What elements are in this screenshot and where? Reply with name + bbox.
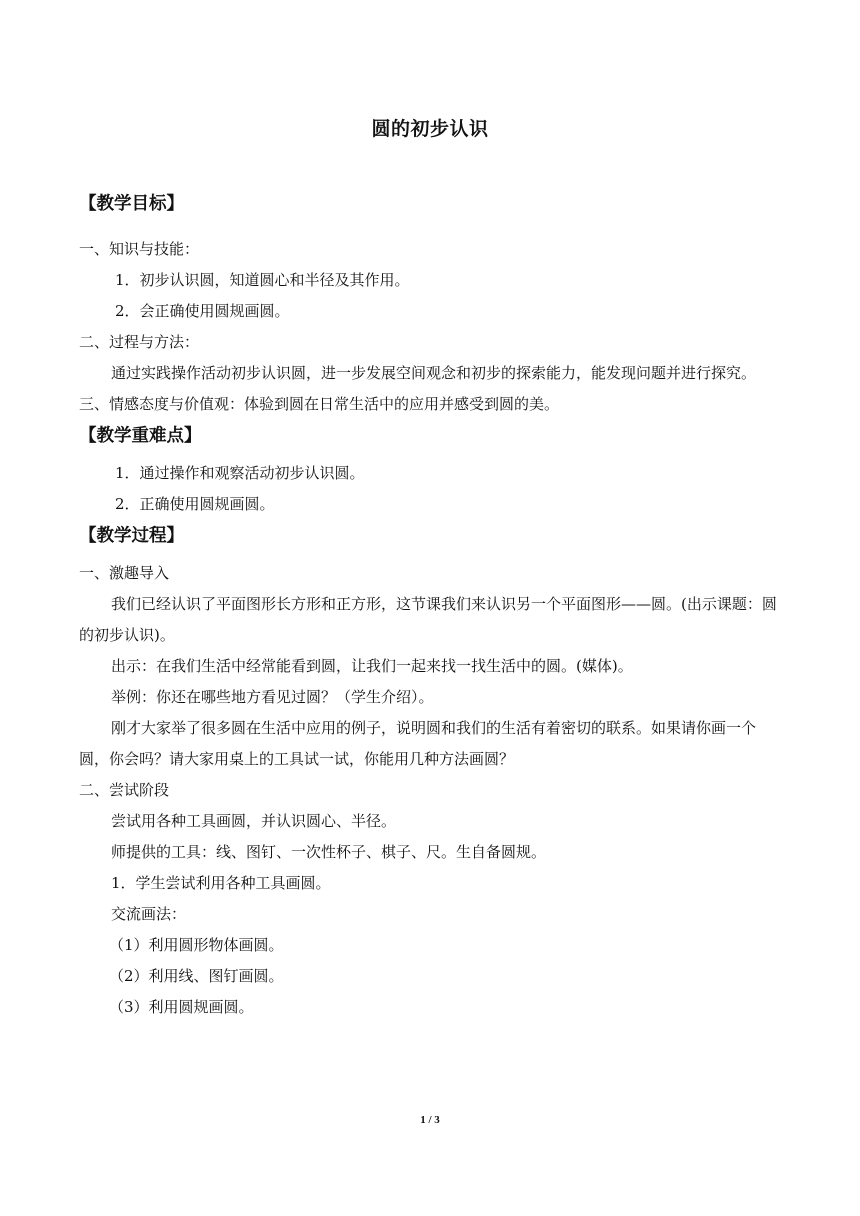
process-part-2-method-2: （2）利用线、图钉画圆。: [109, 967, 284, 985]
process-part-2-method-1: （1）利用圆形物体画圆。: [109, 936, 284, 954]
process-part-1-title: 一、激趣导入: [79, 564, 170, 582]
objective-item-1-title: 一、知识与技能：: [79, 240, 200, 258]
process-part-2-method-3: （3）利用圆规画圆。: [109, 998, 254, 1016]
process-part-1-paragraph-4: 刚才大家举了很多圆在生活中应用的例子，说明圆和我们的生活有着密切的联系。如果请你画一个圆，你会吗？请大家用桌上的工具试一试，你能用几种方法画圆？: [79, 719, 757, 768]
objective-item-2-title: 二、过程与方法：: [79, 333, 200, 351]
process-part-2-paragraph-2: 师提供的工具：线、图钉、一次性杯子、棋子、尺。生自备圆规。: [111, 843, 547, 861]
process-part-2-paragraph-4: 交流画法：: [111, 905, 187, 923]
objective-item-2-text: 通过实践操作活动初步认识圆，进一步发展空间观念和初步的探索能力，能发现问题并进行探究。: [111, 364, 757, 382]
key-point-1: 1．通过操作和观察活动初步认识圆。: [115, 464, 365, 482]
section-heading-key-points: 【教学重难点】: [79, 426, 202, 446]
section-heading-process: 【教学过程】: [79, 526, 184, 546]
process-part-2-paragraph-3: 1．学生尝试利用各种工具画圆。: [111, 874, 331, 892]
objective-item-1-sub-1: 1．初步认识圆，知道圆心和半径及其作用。: [115, 271, 410, 289]
process-part-1-paragraph-2: 出示：在我们生活中经常能看到圆，让我们一起来找一找生活中的圆。(媒体)。: [111, 657, 633, 675]
key-point-2: 2．正确使用圆规画圆。: [115, 495, 275, 513]
page-number: 1 / 3: [420, 1114, 440, 1126]
objective-item-1-sub-2: 2．会正确使用圆规画圆。: [115, 302, 290, 320]
objective-item-3-title: 三、情感态度与价值观：体验到圆在日常生活中的应用并感受到圆的美。: [79, 395, 560, 413]
process-part-1-paragraph-1: 我们已经认识了平面图形长方形和正方形，这节课我们来认识另一个平面图形——圆。(出示课题：圆的初步认识)。: [79, 595, 777, 644]
document-body: [79, 188, 785, 1023]
process-part-2-paragraph-1: 尝试用各种工具画圆，并认识圆心、半径。: [111, 812, 397, 830]
process-part-1-paragraph-3: 举例：你还在哪些地方看见过圆？（学生介绍）。: [111, 688, 434, 706]
process-part-2-title: 二、尝试阶段: [79, 781, 170, 799]
section-heading-objectives: 【教学目标】: [79, 194, 184, 214]
document-title: 圆的初步认识: [371, 118, 489, 140]
